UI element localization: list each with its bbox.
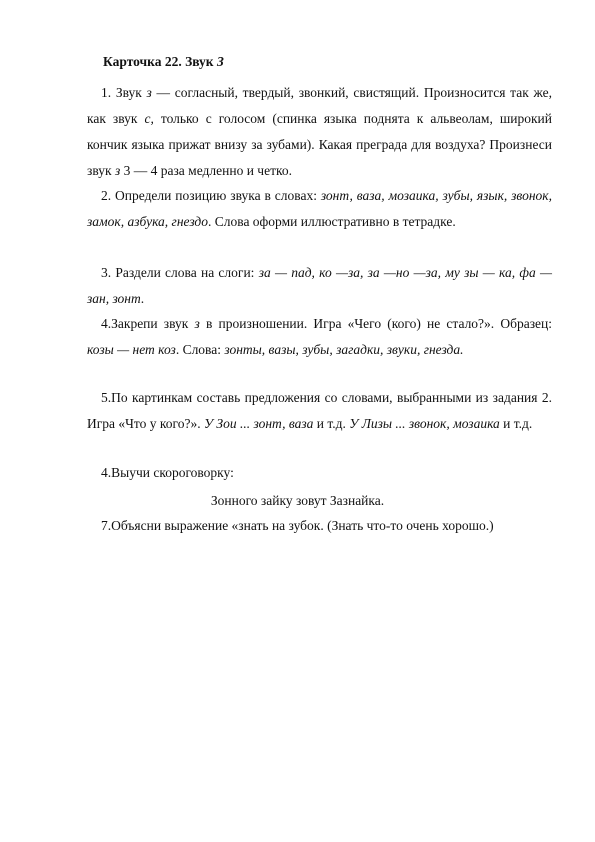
task-2: [87, 183, 552, 235]
task-1-text-c: — согласный, твердый, звонкий, свистящий. Произносится так же, как звук: [87, 85, 552, 126]
task-4-words: зонты, вазы, зубы, загадки, звуки, гнезда.: [224, 342, 464, 357]
task-5-text-a: 5.По картинкам составь предложения со словами, выбранными из задания 2. Игра «Что у кого?».: [87, 390, 552, 431]
task-2-text-c: . Слова оформи иллюстративно в тетрадке.: [208, 214, 456, 229]
task-5: [87, 385, 552, 437]
task-4-sound-z: з: [194, 316, 200, 331]
task-3-syllables: за — пад, ко —за, за —но —за, му зы — ка, фа — зан, зонт: [87, 265, 552, 306]
task-1-text-e: только с голосом (спинка языка поднята к альвеолам, широкий кончик языка прижат внизу за зубами). Какая преграда для воздуха? Произнеси звук: [87, 111, 552, 178]
task-1-sound-s: с,: [144, 111, 154, 126]
task-3-text-a: 3. Раздели слова на слоги:: [101, 265, 259, 280]
task-2-words: зонт, ваза, мозаика, зубы, язык, звонок, замок, азбука, гнездо: [87, 188, 552, 229]
task-5-text-c: и т.д.: [313, 416, 350, 431]
task-1-text-g: 3 — 4 раза медленно и четко.: [120, 163, 292, 178]
task-1-sound-z-2: з: [114, 163, 121, 178]
task-4-sample: козы — нет коз: [87, 342, 176, 357]
task-1-text-a: 1. Звук: [101, 85, 147, 100]
task-4-text-c: в произношении. Игра «Чего (кого) не стало?». Образец:: [199, 316, 553, 331]
task-6: 4.Выучи скороговорку:: [101, 465, 234, 480]
task-4-text-e: . Слова:: [175, 342, 225, 357]
task-2-text-a: 2. Определи позицию звука в словах:: [101, 188, 321, 203]
task-4-text-a: 4.Закрепи звук: [101, 316, 195, 331]
task-7: 7.Объясни выражение «знать на зубок. (Знать что-то очень хорошо.): [101, 518, 494, 533]
task-5-example-1: У Зои ... зонт, ваза: [203, 416, 314, 431]
card-title: [103, 54, 224, 70]
task-4: [87, 311, 552, 363]
task-5-text-e: и т.д.: [499, 416, 533, 431]
card-title-prefix: Карточка 22. Звук: [103, 54, 217, 69]
task-5-example-2: У Лизы ... звонок, мозаика: [349, 416, 500, 431]
task-1-sound-z: з: [146, 85, 152, 100]
task-1: [87, 80, 552, 184]
task-3-text-c: .: [140, 291, 145, 306]
tongue-twister: Зонного зайку зовут Зазнайка.: [210, 493, 385, 508]
card-title-letter: З: [216, 54, 224, 69]
task-3: [87, 260, 552, 312]
